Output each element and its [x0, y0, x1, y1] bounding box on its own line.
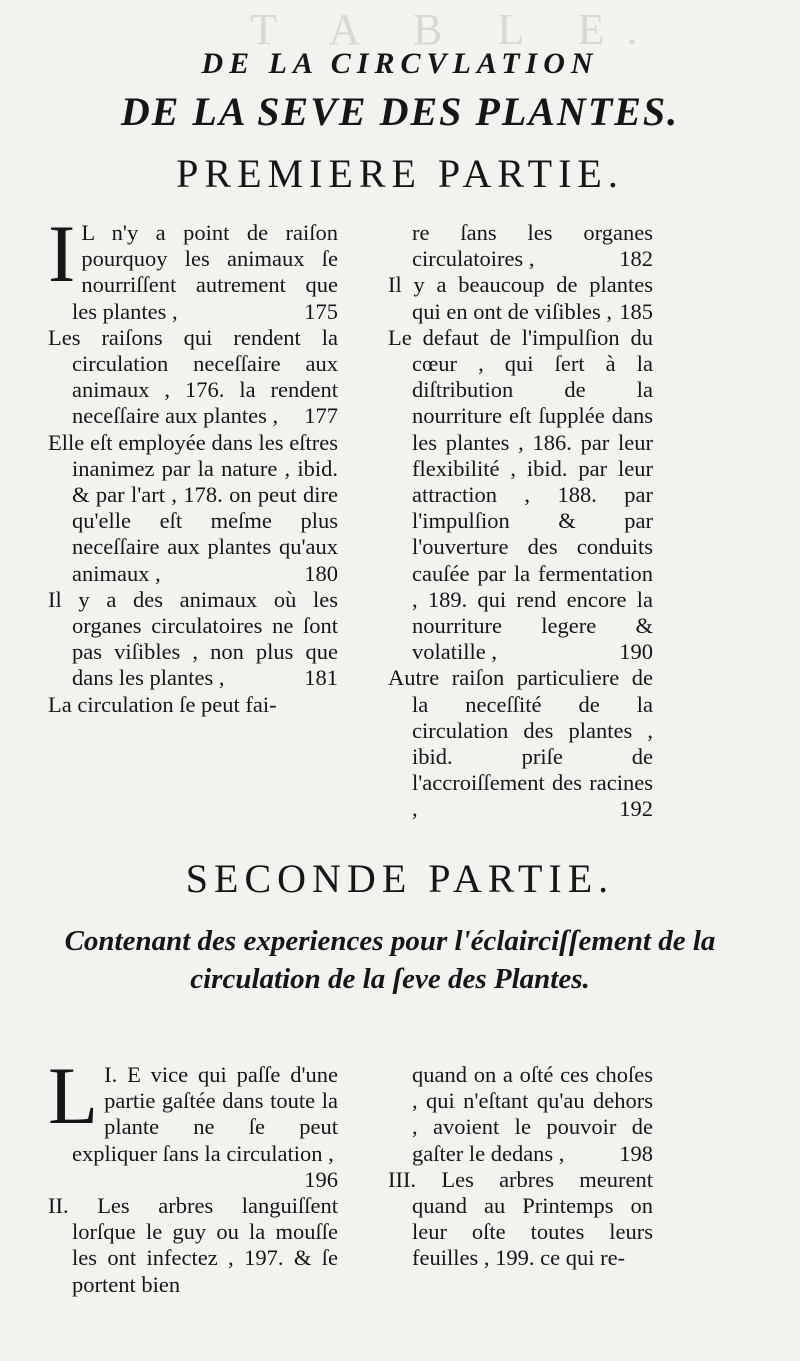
page-number: 177	[304, 403, 338, 429]
part1-right-entry	[388, 220, 653, 272]
part1-heading: PREMIERE PARTIE.	[176, 151, 624, 196]
part1-left-column	[48, 208, 338, 718]
part2-subtitle: Contenant des experiences pour l'éclairciſſement de la circulation de la ſeve des Plantes.	[64, 925, 716, 995]
page-number: 185	[619, 298, 653, 324]
drop-cap: I	[48, 208, 76, 299]
part1-left-entry	[48, 325, 338, 430]
entry-text: Il y a beaucoup de plantes qui en ont de viſibles ,	[388, 272, 653, 324]
title-line-1: DE LA CIRCVLATION	[201, 47, 599, 80]
page-number: 192	[619, 796, 653, 822]
part1-right-column	[388, 220, 653, 823]
bleed-through-text: T A B L E.	[250, 5, 660, 54]
entry-text: E vice qui paſſe d'une partie gaſtée dans toute la plante ne ſe peut expliquer ſans la circulation ,	[72, 1062, 338, 1166]
drop-cap: L	[48, 1050, 99, 1141]
part2-heading: SECONDE PARTIE.	[185, 856, 615, 901]
entry-text: L n'y a point de raiſon pourquoy les animaux ſe nourriſſent autrement que les plantes ,	[72, 220, 338, 324]
entry-text: re ſans les organes circulatoires ,	[412, 220, 653, 272]
part1-right-entry	[388, 272, 653, 324]
part1-right-entry	[388, 325, 653, 666]
part1-left-entry	[48, 692, 338, 718]
page-number: 198	[619, 1140, 653, 1166]
entry-text: Il y a des animaux où les organes circulatoires ne ſont pas viſibles , non plus que dans les plantes ,	[48, 586, 338, 691]
entry-number: II.	[48, 1193, 98, 1219]
page-number: 175	[304, 298, 338, 324]
page-number: 180	[304, 560, 338, 586]
entry-text: quand on a oſté ces choſes , qui n'eſtant qu'au dehors , avoient le pouvoir de gaſter le dedans ,	[412, 1062, 653, 1166]
entry-text: Les arbres meurent quand au Printemps on leur oſte toutes leurs feuilles , 199. ce qui re-	[412, 1166, 653, 1271]
title-line-2: DE LA SEVE DES PLANTES.	[120, 89, 680, 134]
part2-left-entry	[48, 1193, 338, 1298]
part1-left-entry	[48, 587, 338, 692]
page-number: 182	[619, 246, 653, 272]
entry-text: Le defaut de l'impulſion du cœur , qui ſert à la diſtribution de la nourriture eſt ſupplée dans les plantes , 186. par leur flexibilité , ibid. par leur attraction , 188. par l'impulſion & par l'ouverture des conduits cauſée par la fermentation , 189. qui rend encore la nourriture legere & volatille ,	[388, 324, 653, 665]
entry-number: I.	[104, 1062, 128, 1087]
page-number: 181	[304, 665, 338, 691]
entry-text: Autre raiſon particuliere de la neceſſité de la circulation des plantes , ibid. priſe de l'accroiſſement des racines ,	[388, 665, 653, 822]
entry-number: III.	[388, 1166, 442, 1192]
part2-left-entry	[48, 1050, 338, 1193]
part2-right-entry	[388, 1062, 653, 1167]
entry-text: La circulation ſe peut fai-	[48, 691, 277, 717]
page-number: 196	[304, 1166, 338, 1192]
part1-right-entry	[388, 665, 653, 822]
part1-left-entry	[48, 208, 338, 325]
entry-text: Les raiſons qui rendent la circulation neceſſaire aux animaux , 176. la rendent neceſſaire aux plantes ,	[48, 324, 338, 429]
part2-right-column	[388, 1062, 653, 1272]
entry-text: Les arbres languiſſent lorſque le guy ou la mouſſe les ont infectez , 197. & ſe portent bien	[72, 1193, 338, 1297]
entry-text: Elle eſt employée dans les eſtres inanimez par la nature , ibid. & par l'art , 178. on peut dire qu'elle eſt meſme plus neceſſaire aux plantes qu'aux animaux ,	[48, 429, 338, 586]
part1-left-entry	[48, 430, 338, 587]
page-number: 190	[619, 639, 653, 665]
part2-right-entry	[388, 1167, 653, 1272]
part2-left-column	[48, 1050, 338, 1298]
